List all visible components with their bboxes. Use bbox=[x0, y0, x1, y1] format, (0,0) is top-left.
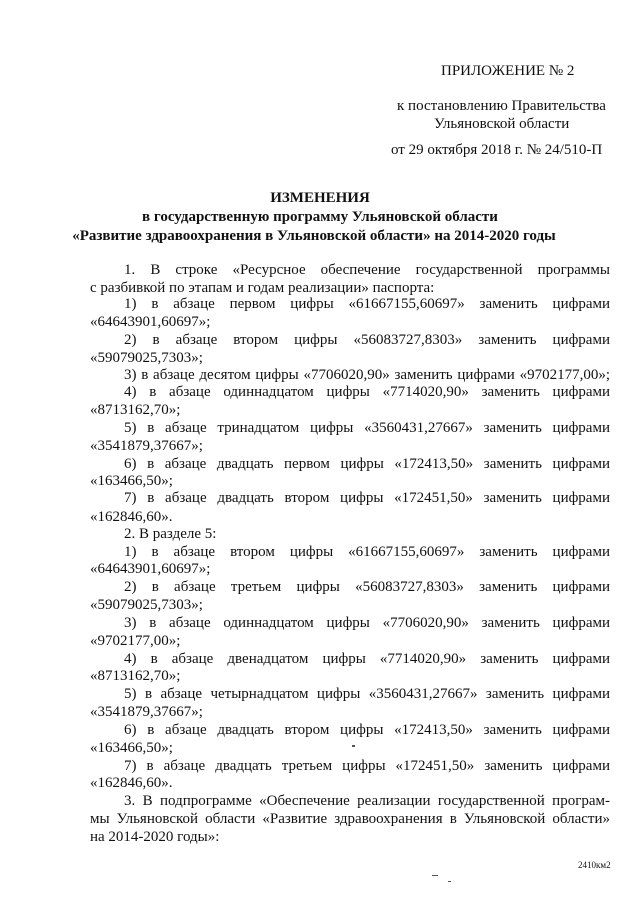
appendix-number: ПРИЛОЖЕНИЕ № 2 bbox=[441, 63, 575, 79]
body-line: 1) в абзаце втором цифры «61667155,60697» заменить цифрами bbox=[124, 544, 610, 560]
body-line: 1) в абзаце первом цифры «61667155,60697» заменить цифрами bbox=[124, 296, 610, 312]
body-line: 6) в абзаце двадцать первом цифры «172413,50» заменить цифрами bbox=[124, 456, 610, 472]
body-line: «8713162,70»; bbox=[90, 668, 181, 684]
body-line: 7) в абзаце двадцать втором цифры «172451,50» заменить цифрами bbox=[124, 490, 610, 506]
document-code: 2410км2 bbox=[578, 860, 611, 870]
body-line: 2) в абзаце втором цифры «56083727,8303» заменить цифрами bbox=[124, 332, 610, 348]
body-line: на 2014-2020 годы»: bbox=[90, 829, 220, 845]
body-line: 5) в абзаце четырнадцатом цифры «3560431,27667» заменить цифрами bbox=[124, 686, 610, 702]
body-line: «64643901,60697»; bbox=[90, 561, 211, 577]
body-line: «3541879,37667»; bbox=[90, 438, 203, 454]
body-line: «59079025,7303»; bbox=[90, 350, 203, 366]
body-line: 7) в абзаце двадцать третьем цифры «172451,50» заменить цифрами bbox=[124, 758, 610, 774]
body-line: 4) в абзаце одиннадцатом цифры «7714020,90» заменить цифрами bbox=[124, 384, 610, 400]
section-heading: 2. В разделе 5: bbox=[124, 526, 217, 542]
body-line: мы Ульяновской области «Развитие здравоохранения в Ульяновской области» bbox=[90, 811, 610, 827]
body-line: 3) в абзаце десятом цифры «7706020,90» заменить цифрами «9702177,00»; bbox=[124, 367, 610, 383]
scan-speck bbox=[448, 881, 451, 882]
body-line: 2) в абзаце третьем цифры «56083727,8303» заменить цифрами bbox=[124, 579, 610, 595]
decree-region-line: Ульяновской области bbox=[434, 116, 570, 132]
document-subtitle-line-1: в государственную программу Ульяновской области bbox=[142, 209, 498, 225]
body-line: «162846,60». bbox=[90, 509, 173, 525]
body-line: 4) в абзаце двенадцатом цифры «7714020,90» заменить цифрами bbox=[124, 651, 610, 667]
body-line: 3. В подпрограмме «Обеспечение реализации государственной програм- bbox=[124, 793, 610, 809]
body-line: «3541879,37667»; bbox=[90, 704, 203, 720]
document-title: ИЗМЕНЕНИЯ bbox=[270, 190, 370, 206]
body-line: «163466,50»; bbox=[90, 740, 173, 756]
decree-reference-line: к постановлению Правительства bbox=[397, 98, 606, 114]
body-line: «163466,50»; bbox=[90, 473, 173, 489]
decree-date-number: от 29 октября 2018 г. № 24/510-П bbox=[391, 142, 603, 158]
body-line: с разбивкой по этапам и годам реализации» паспорта: bbox=[90, 280, 435, 296]
body-line: «64643901,60697»; bbox=[90, 314, 211, 330]
body-line: 5) в абзаце тринадцатом цифры «3560431,27667» заменить цифрами bbox=[124, 420, 610, 436]
body-line: «9702177,00»; bbox=[90, 633, 181, 649]
scan-speck bbox=[432, 875, 438, 876]
scan-speck bbox=[352, 745, 355, 747]
body-line: 3) в абзаце одиннадцатом цифры «7706020,90» заменить цифрами bbox=[124, 615, 610, 631]
document-subtitle-line-2: «Развитие здравоохранения в Ульяновской области» на 2014-2020 годы bbox=[72, 228, 556, 244]
body-line: 6) в абзаце двадцать втором цифры «172413,50» заменить цифрами bbox=[124, 722, 610, 738]
body-line: «8713162,70»; bbox=[90, 402, 181, 418]
body-line: «59079025,7303»; bbox=[90, 597, 203, 613]
body-line: 1. В строке «Ресурсное обеспечение государственной программы bbox=[124, 262, 610, 278]
body-line: «162846,60». bbox=[90, 775, 173, 791]
